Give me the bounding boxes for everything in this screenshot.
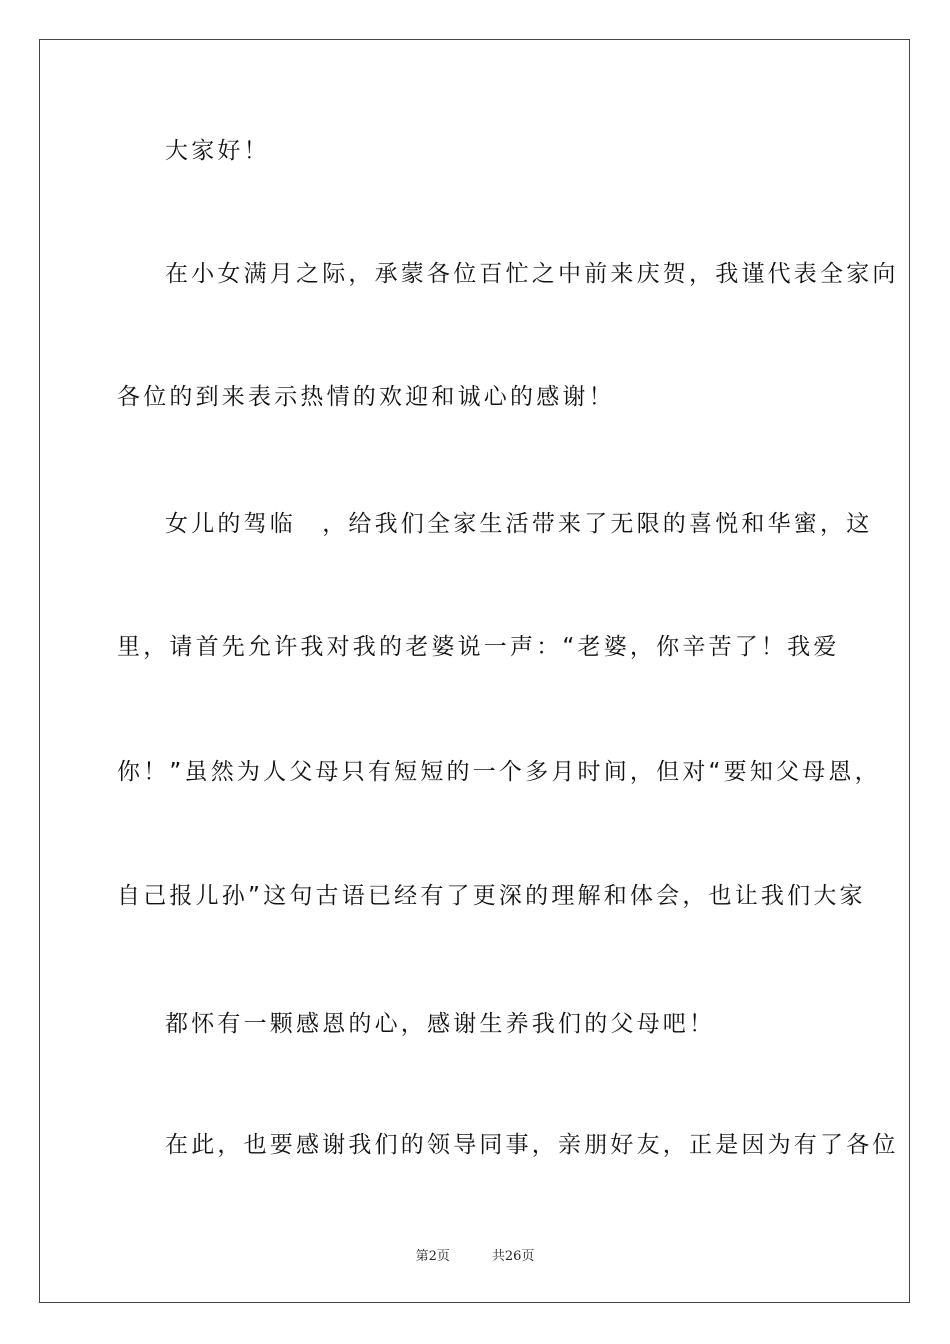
text-line-paragraph-1-end: 各位的到来表示热情的欢迎和诚心的感谢！ [117,384,615,410]
text-line-paragraph-2-line-2: 里，请首先允许我对我的老婆说一声：“老婆，你辛苦了！我爱 [117,634,840,660]
text-line-paragraph-1-start: 在小女满月之际，承蒙各位百忙之中前来庆贺，我谨代表全家向 [165,261,899,287]
text-line-greeting: 大家好！ [165,138,270,164]
page-total: 共26页 [491,1249,535,1264]
text-line-paragraph-2-start: 女儿的驾临 ，给我们全家生活带来了无限的喜悦和华蜜，这 [165,511,873,537]
text-line-paragraph-2-line-4: 自己报儿孙”这句古语已经有了更深的理解和体会，也让我们大家 [117,883,866,909]
text-line-paragraph-2-end: 都怀有一颗感恩的心，感谢生养我们的父母吧！ [165,1011,716,1037]
text-line-paragraph-3-start: 在此，也要感谢我们的领导同事，亲朋好友，正是因为有了各位 [165,1132,899,1158]
page-footer [0,1249,950,1265]
text-line-paragraph-2-line-3: 你！”虽然为人父母只有短短的一个多月时间，但对“要知父母恩， [117,759,881,785]
page-border [39,39,910,1303]
page-number: 第2页 [415,1249,450,1264]
